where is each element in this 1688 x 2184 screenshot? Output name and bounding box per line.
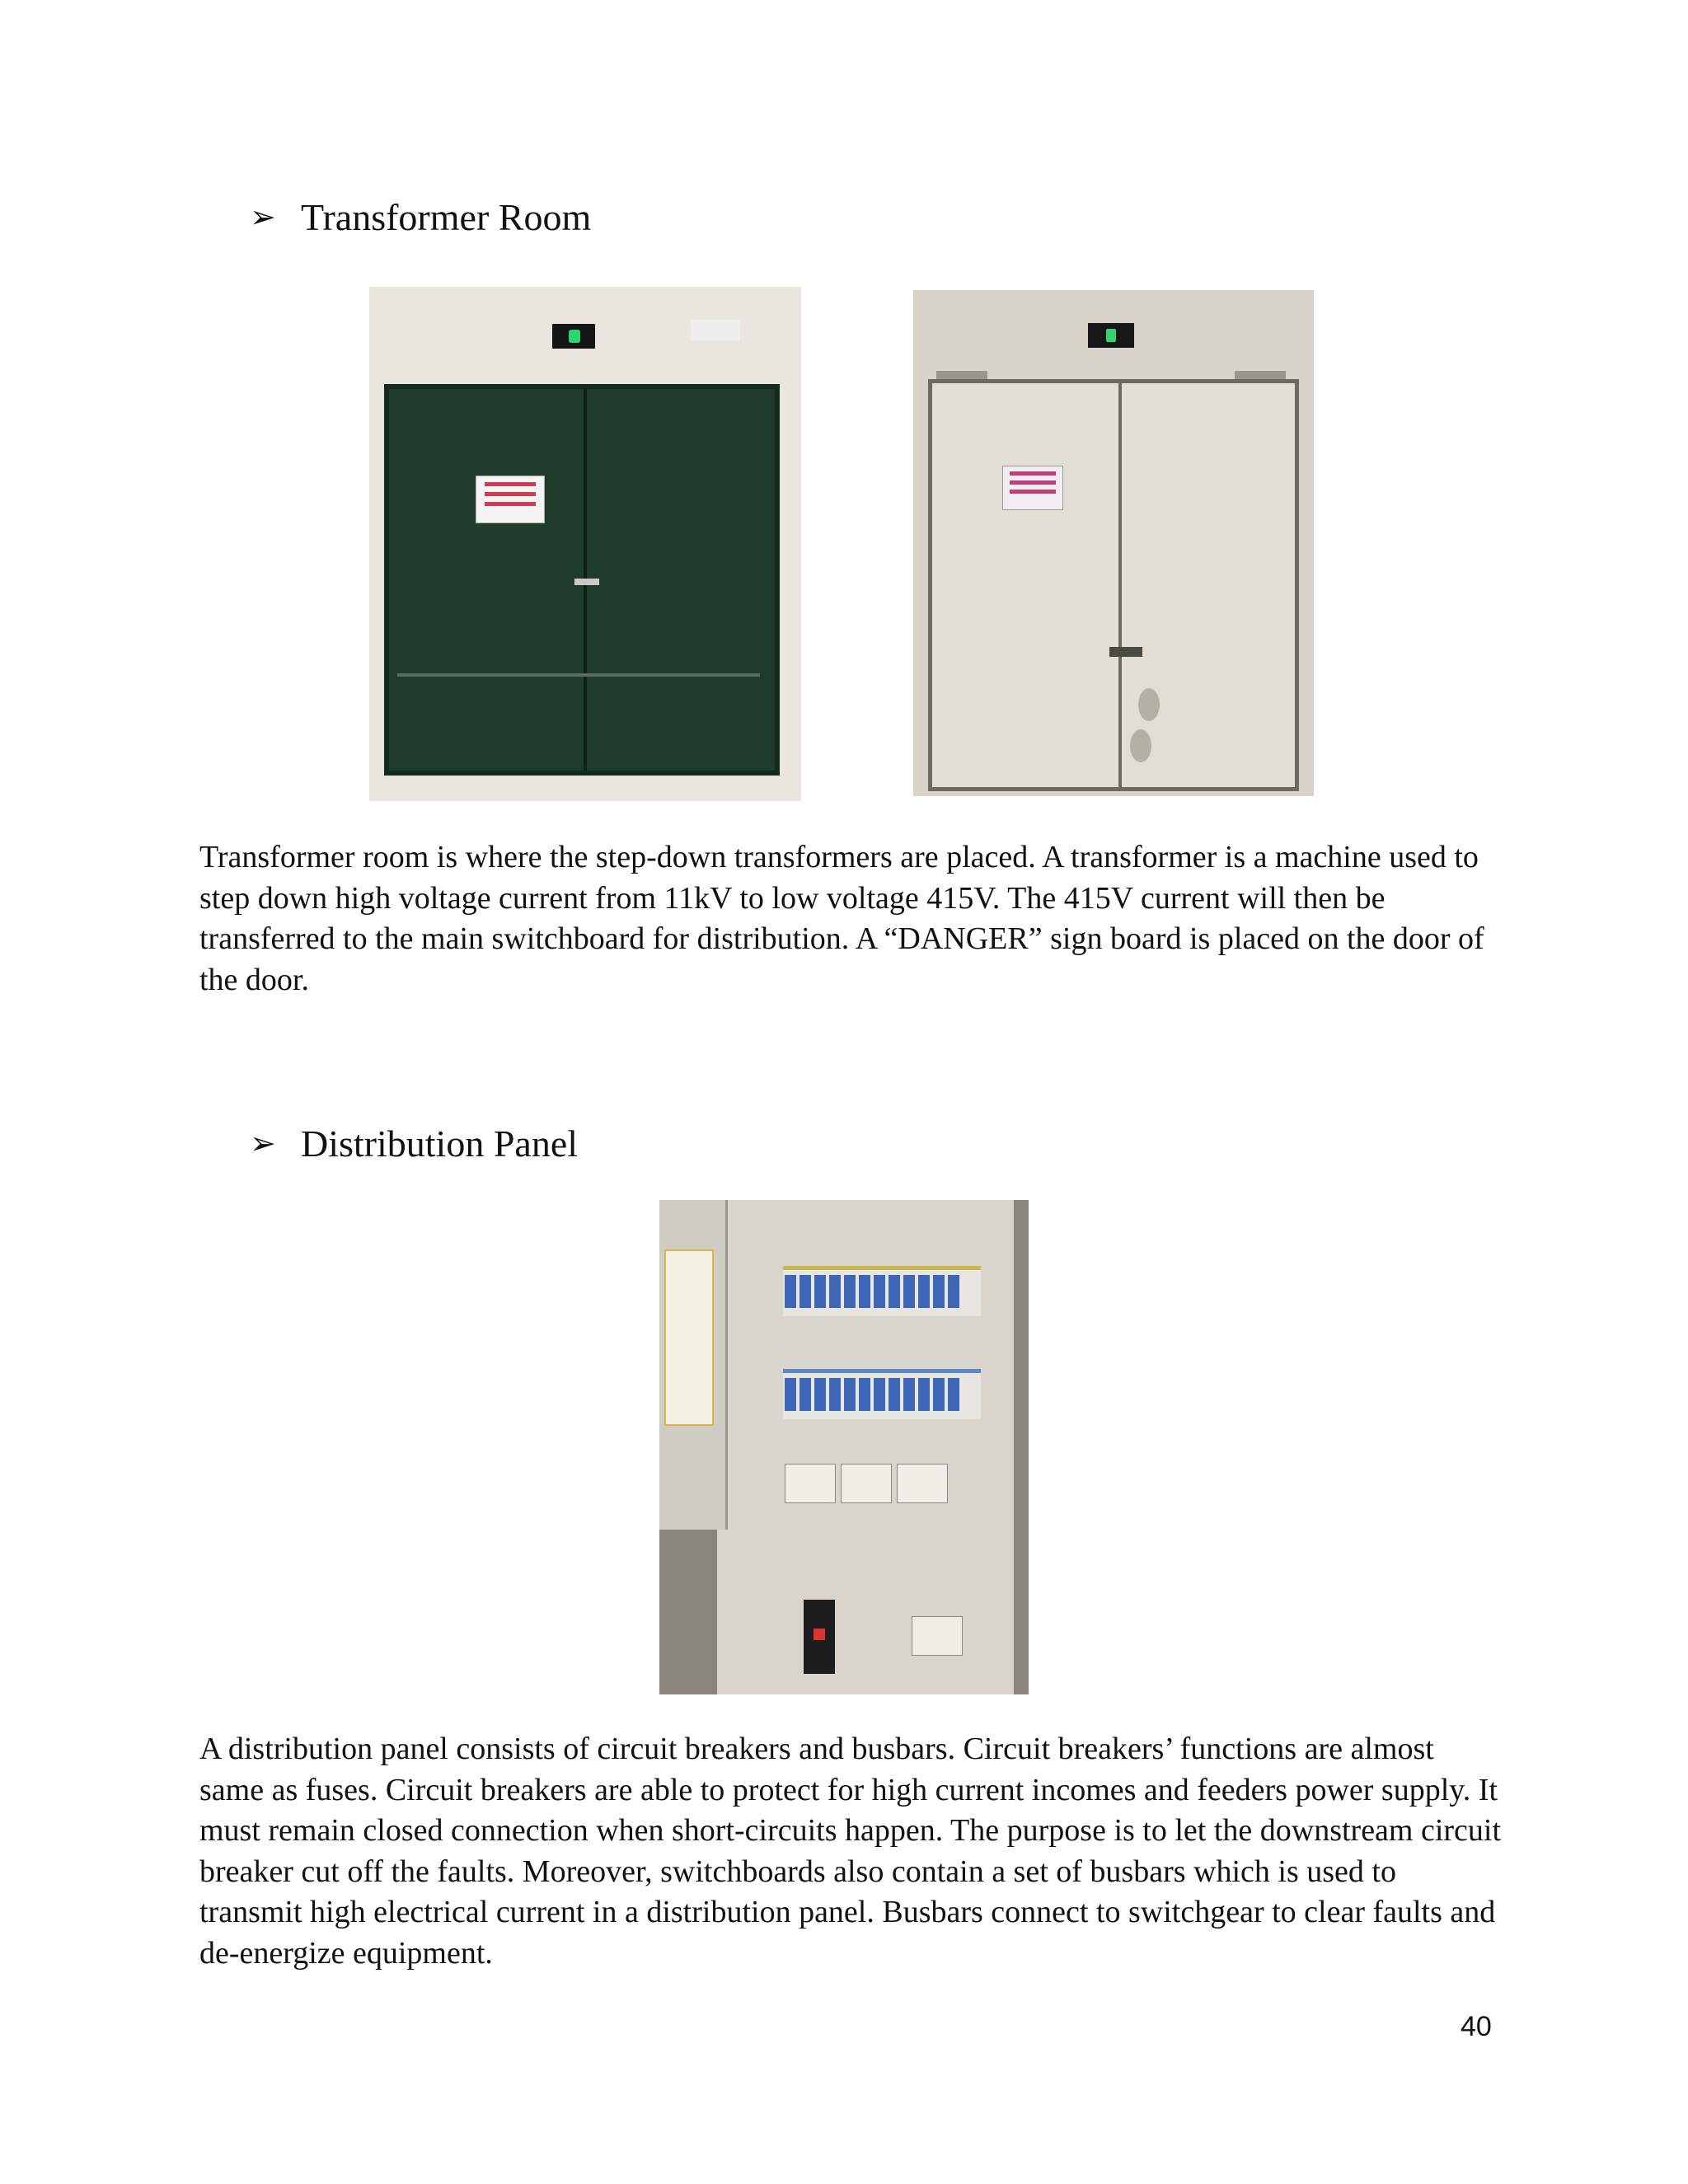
breaker-row [783, 1369, 981, 1419]
danger-sign-icon [476, 476, 545, 523]
wiring-diagram-paper [664, 1249, 714, 1426]
distribution-panel-paragraph: A distribution panel consists of circuit breakers and busbars. Circuit breakers’ functions are almost same as fuses. Circuit breakers are able to protect for high current incomes and feeders power supply. It must remain closed connection when short-circuits happen. The purpose is to let the downstream circuit breaker cut off the faults. Moreover, switchboards also contain a set of busbars which is used to transmit high electrical current in a distribution panel. Busbars connect to switchgear to clear faults and de-energize equipment. [199, 1732, 1502, 1971]
arrow-bullet-icon: ➢ [250, 1127, 276, 1161]
page-number: 40 [1461, 2011, 1492, 2042]
heading-text: Distribution Panel [301, 1122, 579, 1165]
rcd-module [785, 1464, 836, 1503]
green-double-door [384, 384, 780, 776]
rcd-module [912, 1616, 963, 1656]
arrow-bullet-icon: ➢ [250, 200, 276, 235]
section-heading-transformer-room [250, 194, 591, 241]
door-label-sticker [691, 320, 740, 341]
white-door-photo [913, 290, 1314, 796]
white-double-door [928, 379, 1299, 791]
door-padlock [1109, 647, 1142, 657]
transformer-room-paragraph: Transformer room is where the step-down transformers are placed. A transformer is a machine used to step down high voltage current from 11kV to low voltage 415V. The 415V current will then be transferred to the main switchboard for distribution. A “DANGER” sign board is placed on the door of the door. [199, 840, 1484, 997]
rcd-module [841, 1464, 892, 1503]
exit-light-icon [552, 324, 595, 349]
exit-light-icon [1088, 323, 1134, 348]
rcd-module [897, 1464, 948, 1503]
isolator-switch [804, 1600, 835, 1674]
panel-cabinet [717, 1200, 1014, 1694]
danger-sign-icon [1002, 466, 1063, 510]
door-handle [574, 579, 599, 585]
breaker-row [783, 1266, 981, 1316]
distribution-panel-photo [659, 1200, 1029, 1694]
heading-text: Transformer Room [301, 196, 592, 238]
green-door-photo [369, 287, 801, 801]
open-panel-door [659, 1200, 728, 1530]
section-heading-distribution-panel [250, 1121, 578, 1167]
